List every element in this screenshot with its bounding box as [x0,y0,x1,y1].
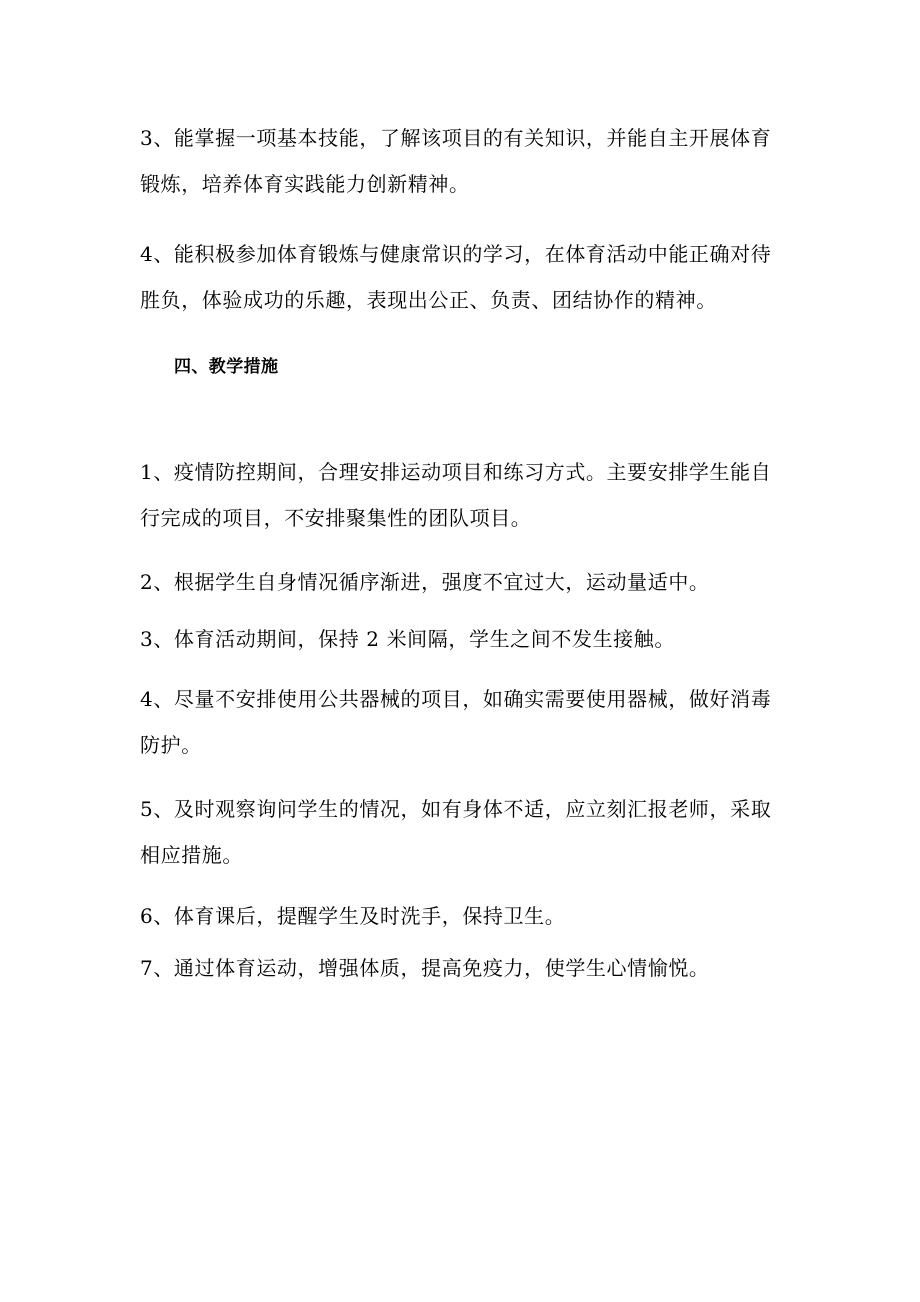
section-heading: 四、教学措施 [174,357,279,377]
measure-3: 3、体育活动期间，保持 2 米间隔，学生之间不发生接触。 [140,627,675,651]
measure-6: 6、体育课后，提醒学生及时洗手，保持卫生。 [140,904,566,928]
measure-4: 4、尽量不安排使用公共器械的项目，如确实需要使用器械，做好消毒防护。 [140,687,772,757]
measure-5: 5、及时观察询问学生的情况，如有身体不适，应立刻汇报老师，采取相应措施。 [140,797,772,867]
objective-3: 3、能掌握一项基本技能，了解该项目的有关知识，并能自主开展体育锻炼，培养体育实践能力创新精神。 [140,126,772,196]
objective-4: 4、能积极参加体育锻炼与健康常识的学习，在体育活动中能正确对待胜负，体验成功的乐趣，表现出公正、负责、团结协作的精神。 [140,242,772,312]
measure-1: 1、疫情防控期间，合理安排运动项目和练习方式。主要安排学生能自行完成的项目，不安排聚集性的团队项目。 [140,460,772,530]
measure-7: 7、通过体育运动，增强体质，提高免疫力，使学生心情愉悦。 [140,956,710,980]
measure-2: 2、根据学生自身情况循序渐进，强度不宜过大，运动量适中。 [140,570,710,594]
